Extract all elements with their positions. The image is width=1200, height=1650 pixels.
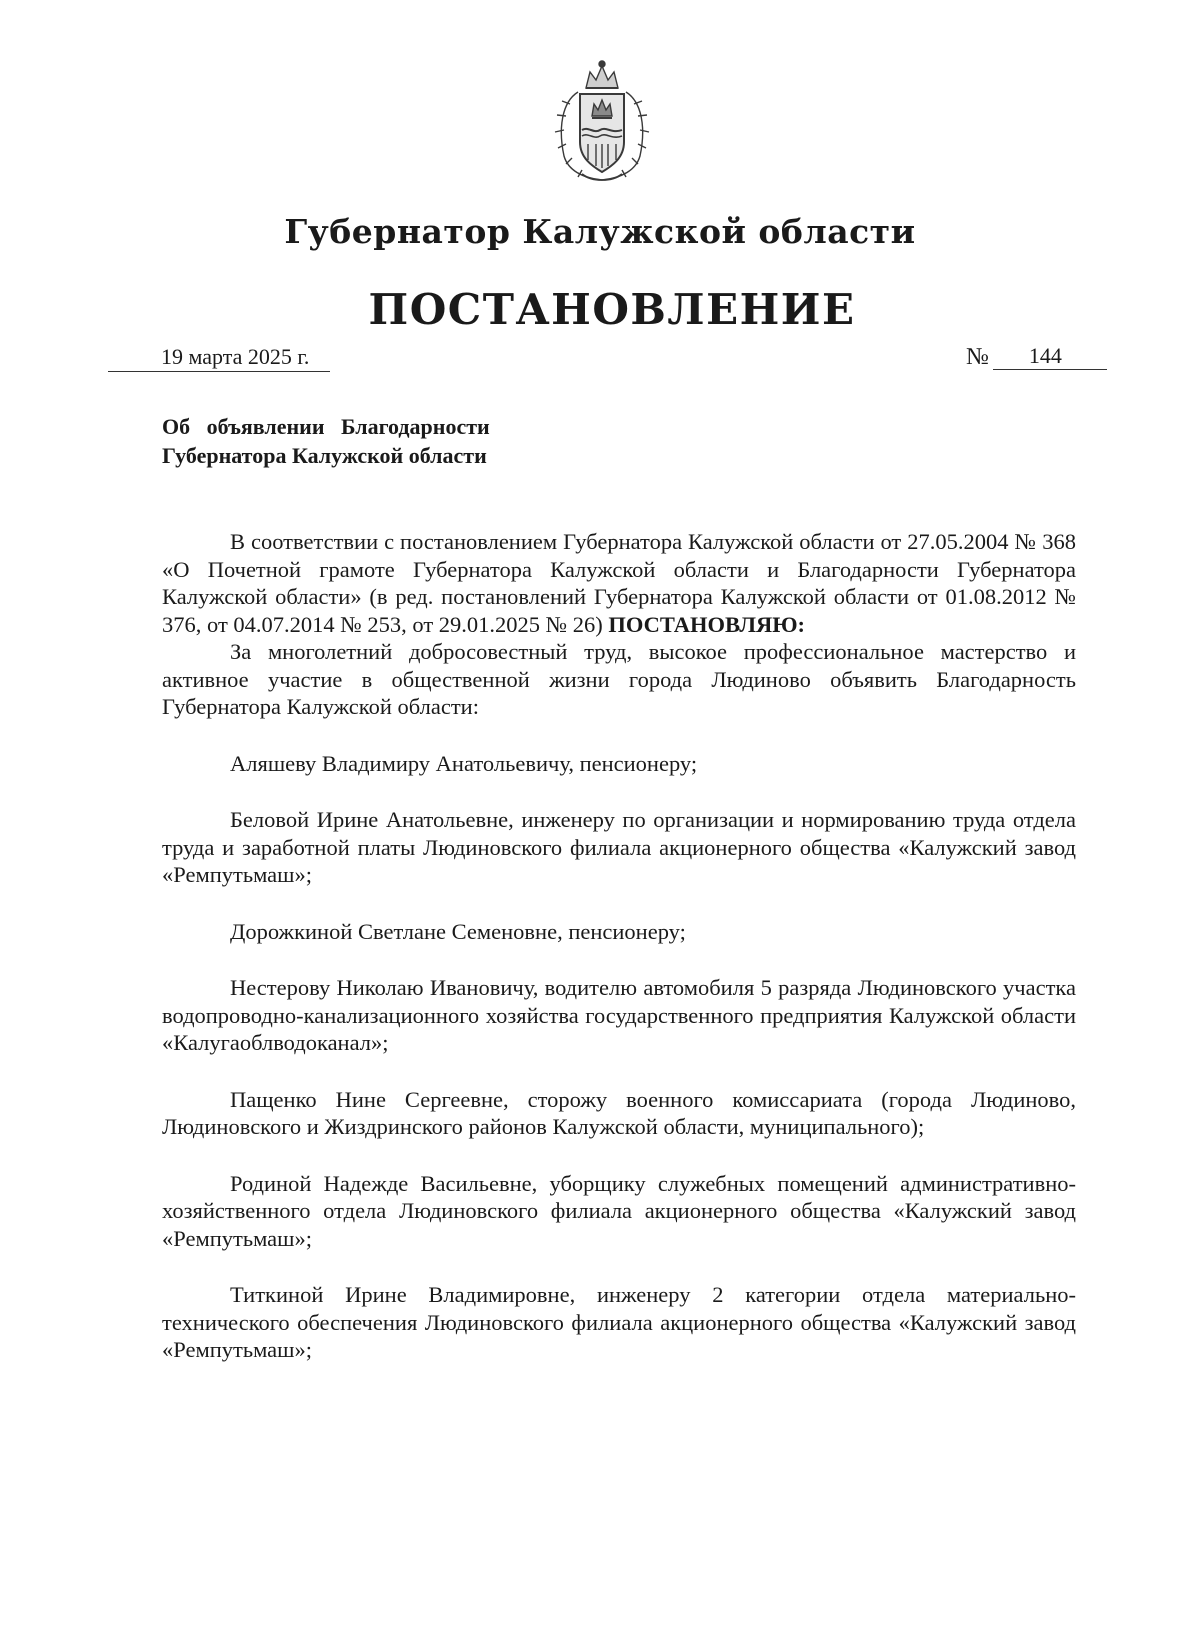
recipient-paragraph: Титкиной Ирине Владимировне, инженеру 2 категории отдела материально-технического обеспечения Людиновского филиала акционерного общества «Калужский завод «Ремпутьмаш»; — [162, 1282, 1076, 1362]
document-body — [162, 528, 1076, 1364]
document-title — [162, 412, 762, 470]
recipient-paragraph: Аляшеву Владимиру Анатольевичу, пенсионеру; — [230, 750, 698, 776]
document-number-field — [966, 343, 1107, 370]
document-type: ПОСТАНОВЛЕНИЕ — [368, 285, 856, 334]
recipient-paragraph: Беловой Ирине Анатольевне, инженеру по организации и нормированию труда отдела труда и заработной платы Людиновского филиала акционерного общества «Калужский завод «Ремпутьмаш»; — [162, 807, 1076, 887]
recipient-paragraph: Нестерову Николаю Ивановичу, водителю автомобиля 5 разряда Людиновского участка водопроводно-канализационного хозяйства государственного предприятия Калужской области «Калугаоблводоканал»; — [162, 975, 1076, 1055]
recipient-paragraph: Дорожкиной Светлане Семеновне, пенсионеру; — [230, 918, 686, 944]
title-line-2: Губернатора Калужской области — [162, 443, 487, 468]
number-sign: № — [966, 344, 989, 370]
intro-paragraph: За многолетний добросовестный труд, высокое профессиональное мастерство и активное участие в общественной жизни города Людиново объявить Благодарность Губернатора Калужской области: — [162, 639, 1076, 719]
preamble-paragraph — [162, 528, 1076, 638]
kaluga-coat-of-arms-icon — [548, 58, 656, 184]
decree-word: ПОСТАНОВЛЯЮ: — [608, 611, 806, 637]
recipient-paragraph: Пащенко Нине Сергеевне, сторожу военного комиссариата (города Людиново, Людиновского и Жиздринского районов Калужской области, муниципального); — [162, 1086, 1076, 1139]
title-line-1: Об объявлении Благодарности — [162, 414, 490, 439]
document-date-field — [108, 345, 330, 372]
preamble-text: В соответствии с постановлением Губернатора Калужской области от 27.05.2004 № 368 «О Почетной грамоте Губернатора Калужской области и Благодарности Губернатора Калужской области» (в ред. постановлений Губернатора Калужской области от 01.08.2012 № 376, от 04.07.2014 № 253, от 29.01.2025 № 26) — [162, 529, 1076, 637]
document-number: 144 — [993, 343, 1107, 370]
document-date: 19 марта 2025 г. — [161, 344, 310, 369]
issuing-authority: Губернатор Калужской области — [284, 212, 916, 251]
recipient-paragraph: Родиной Надежде Васильевне, уборщику служебных помещений административно-хозяйственного отдела Людиновского филиала акционерного общества «Калужский завод «Ремпутьмаш»; — [162, 1170, 1076, 1251]
